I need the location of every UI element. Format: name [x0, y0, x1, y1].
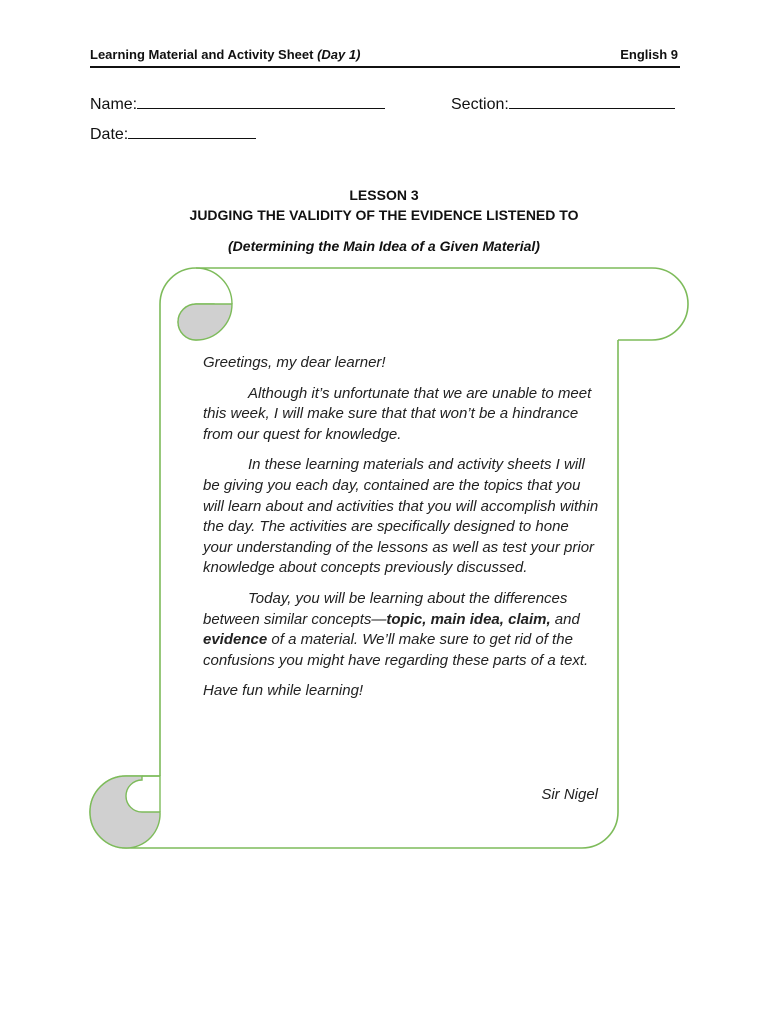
- scroll-top-curl: [178, 304, 232, 340]
- scroll-top-roll: [196, 268, 688, 340]
- lesson-subtitle: (Determining the Main Idea of a Given Material): [228, 238, 540, 254]
- letter-closing: Have fun while learning!: [203, 682, 364, 700]
- scroll-left-edge: [160, 268, 196, 776]
- scroll-bottom-curl: [90, 776, 160, 848]
- letter-paragraph-1: Although it’s unfortunate that we are unable to meet this week, I will make sure that that won’t be a hindrance from our quest for knowledge.: [203, 384, 592, 443]
- letter-paragraph-3: Today, you will be learning about the differences between similar concepts—topic, main idea, claim, and evidence of a material. We’ll make sure to get rid of the confusions you might have regarding these parts of a text.: [203, 589, 589, 669]
- header-title: Learning Material and Activity Sheet (Day 1): [90, 47, 361, 62]
- letter-body: [203, 353, 599, 712]
- lesson-number: LESSON 3: [349, 187, 419, 203]
- letter-signature: Sir Nigel: [541, 786, 598, 803]
- letter-greeting: Greetings, my dear learner!: [203, 354, 386, 371]
- date-label: Date:: [90, 126, 129, 143]
- lesson-title: JUDGING THE VALIDITY OF THE EVIDENCE LISTENED TO: [189, 207, 579, 223]
- name-label: Name:: [90, 96, 138, 113]
- header-subject: English 9: [620, 47, 678, 62]
- section-label: Section:: [451, 96, 509, 113]
- letter-paragraph-2: In these learning materials and activity sheets I will be giving you each day, contained are the topics that you will learn about and activities that you will accomplish within the day. The activities are specifically designed to hone your understanding of the lessons as well as test your prior knowledge about concepts previously discussed.: [203, 456, 599, 577]
